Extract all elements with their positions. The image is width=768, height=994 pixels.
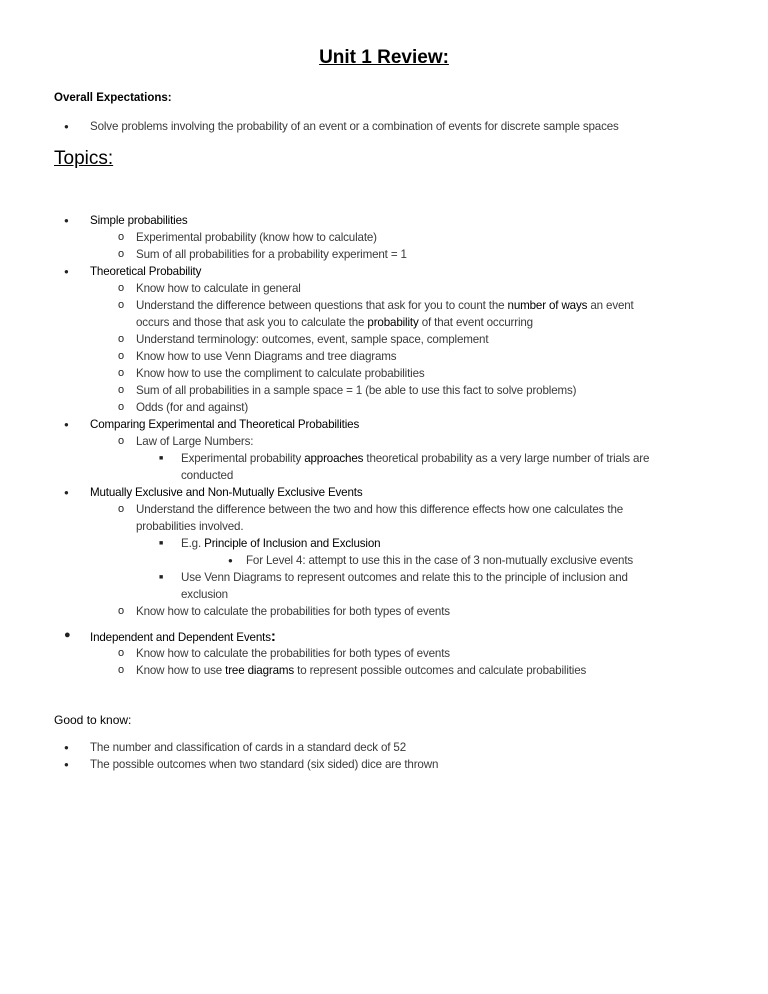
list-item-continued: conducted xyxy=(181,469,234,482)
list-item: Law of Large Numbers: xyxy=(136,435,254,448)
circle-bullet-icon: o xyxy=(118,435,125,447)
emphasis: tree diagrams xyxy=(225,664,295,677)
square-bullet-icon: ■ xyxy=(159,455,164,462)
list-item: Understand the difference between questions that ask for you to count the number of ways an event xyxy=(136,299,634,312)
list-item: The number and classification of cards in a standard deck of 52 xyxy=(90,741,407,754)
square-bullet-icon: ■ xyxy=(159,540,164,547)
list-item: Know how to use Venn Diagrams and tree diagrams xyxy=(136,350,397,363)
list-item-continued: probabilities involved. xyxy=(136,520,244,533)
overall-item: Solve problems involving the probability of an event or a combination of events for discrete sample spaces xyxy=(90,120,619,133)
topic-mutually-exclusive: Mutually Exclusive and Non-Mutually Exclusive Events xyxy=(90,486,363,499)
list-item: E.g. Principle of Inclusion and Exclusion xyxy=(181,537,381,550)
list-item: Odds (for and against) xyxy=(136,401,249,414)
circle-bullet-icon: o xyxy=(118,350,125,362)
circle-bullet-icon: o xyxy=(118,333,125,345)
bullet-icon: ● xyxy=(64,216,69,225)
list-item-continued: occurs and those that ask you to calculate the probability of that event occurring xyxy=(136,316,533,329)
circle-bullet-icon: o xyxy=(118,664,125,676)
circle-bullet-icon: o xyxy=(118,248,125,260)
bullet-icon: ● xyxy=(64,122,69,131)
bullet-icon: ● xyxy=(64,629,71,641)
emphasis: probability xyxy=(367,316,419,329)
list-item: Know how to calculate the probabilities for both types of events xyxy=(136,647,450,660)
circle-bullet-icon: o xyxy=(118,401,125,413)
circle-bullet-icon: o xyxy=(118,299,125,311)
circle-bullet-icon: o xyxy=(118,231,125,243)
bullet-icon: ● xyxy=(64,760,69,769)
bullet-icon: ● xyxy=(64,488,69,497)
list-item: Know how to use tree diagrams to represent possible outcomes and calculate probabilities xyxy=(136,664,587,677)
circle-bullet-icon: o xyxy=(118,503,125,515)
topic-simple-probabilities: Simple probabilities xyxy=(90,214,188,227)
page-title: Unit 1 Review: xyxy=(319,47,449,68)
circle-bullet-icon: o xyxy=(118,367,125,379)
circle-bullet-icon: o xyxy=(118,282,125,294)
list-item: Sum of all probabilities in a sample space = 1 (be able to use this fact to solve problems) xyxy=(136,384,577,397)
list-item: The possible outcomes when two standard (six sided) dice are thrown xyxy=(90,758,439,771)
topics-heading: Topics: xyxy=(54,148,114,169)
list-item: Know how to calculate the probabilities for both types of events xyxy=(136,605,450,618)
list-item: Experimental probability (know how to calculate) xyxy=(136,231,377,244)
bullet-icon: ● xyxy=(64,743,69,752)
bullet-icon: ● xyxy=(64,420,69,429)
emphasis: number of ways xyxy=(507,299,588,312)
emphasis: Principle of Inclusion and Exclusion xyxy=(204,537,381,550)
list-item: Experimental probability approaches theoretical probability as a very large number of trials are xyxy=(181,452,650,465)
good-to-know-heading: Good to know: xyxy=(54,713,132,727)
list-item: Know how to calculate in general xyxy=(136,282,301,295)
list-item-continued: exclusion xyxy=(181,588,228,601)
list-item: Understand the difference between the two and how this difference effects how one calculates the xyxy=(136,503,624,516)
list-item: Understand terminology: outcomes, event, sample space, complement xyxy=(136,333,489,346)
topic-independent-dependent: Independent and Dependent Events: xyxy=(90,628,276,645)
topic-theoretical-probability: Theoretical Probability xyxy=(90,265,202,278)
list-item: Sum of all probabilities for a probability experiment = 1 xyxy=(136,248,407,261)
list-item: Know how to use the compliment to calculate probabilities xyxy=(136,367,425,380)
emphasis: approaches xyxy=(304,452,364,465)
circle-bullet-icon: o xyxy=(118,384,125,396)
bullet-icon: ● xyxy=(228,556,233,565)
bullet-icon: ● xyxy=(64,267,69,276)
circle-bullet-icon: o xyxy=(118,605,125,617)
overall-expectations-heading: Overall Expectations: xyxy=(54,92,172,104)
list-item: For Level 4: attempt to use this in the case of 3 non-mutually exclusive events xyxy=(246,554,634,567)
list-item: Use Venn Diagrams to represent outcomes and relate this to the principle of inclusion and xyxy=(181,571,628,584)
circle-bullet-icon: o xyxy=(118,647,125,659)
topic-comparing: Comparing Experimental and Theoretical Probabilities xyxy=(90,418,360,431)
square-bullet-icon: ■ xyxy=(159,574,164,581)
